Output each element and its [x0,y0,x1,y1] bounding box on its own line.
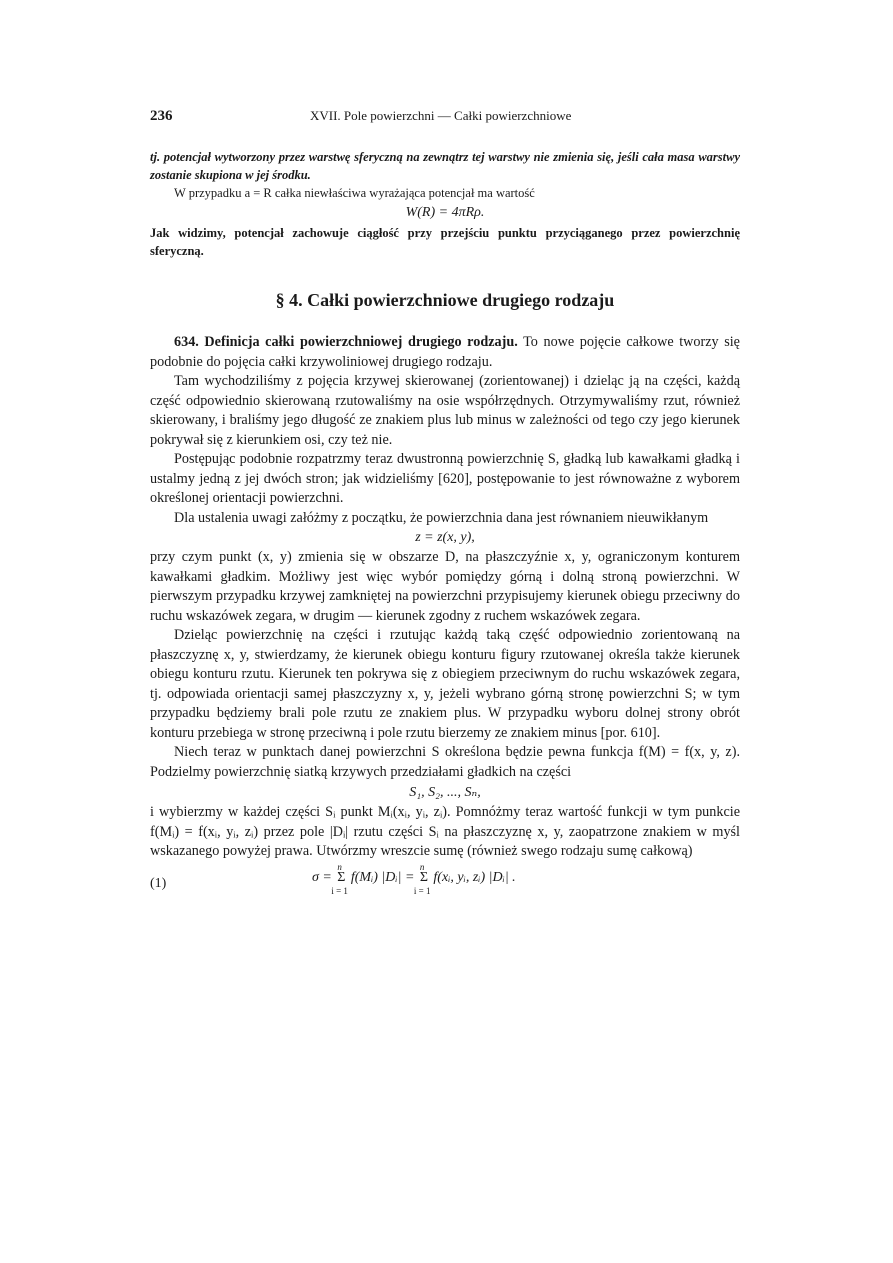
page-header [150,108,740,130]
sum-symbol: Σ n i = 1 [413,861,431,896]
formula-surface: z = z(x, y), [415,530,475,545]
paragraph: Tam wychodziliśmy z pojęcia krzywej skierowanej (zorientowanej) i dzieląc ją na części, każdą część odpowiednio skierowaną rzutowaliśmy na osie współrzędnych. Otrzymywaliśmy rzut, również skierowany, i braliśmy jego długość ze znakiem plus lub minus w zależności od tego czy jego kierunek pokrywał się z kierunkiem osi, czy też nie. [150,373,740,448]
paragraph: Dla ustalenia uwagi załóżmy z początku, że powierzchnia dana jest równaniem nieuwikłanym [174,509,709,526]
paragraph-634 [150,333,740,372]
intro-formula: W(R) = 4πRρ. [405,205,485,220]
intro-conclusion: Jak widzimy, potencjał zachowuje ciągłość przy przejściu punktu przyciąganego przez powierzchnię sferyczną. [150,226,740,258]
running-head: XVII. Pole powierzchni — Całki powierzchniowe [310,108,572,123]
paragraph: Dzieląc powierzchnię na części i rzutując każdą taką część odpowiednio zorientowaną na płaszczyznę x, y, stwierdzamy, że kierunek obiegu konturu figury rzutowanej określa także kierunek obiegu konturu rzutu. Kierunek ten pokrywa się z obiegiem przeciwnym do ruchu wskazówek zegara, tj. odpowiada orientacji samej płaszczyzny x, y, jeżeli wybrano górną stronę powierzchni S; w tym przypadku będziemy brali pole rzutu ze znakiem plus. W przypadku wyboru dolnej strony obrót konturu przebiega w stronę przeciwną i pole rzutu bierzemy ze znakiem minus [por. 610]. [150,627,740,741]
paragraph: przy czym punkt (x, y) zmienia się w obszarze D, na płaszczyźnie x, y, ograniczonym konturem kawałkami gładkim. Możliwy jest więc wybór pomiędzy górną i dolną stroną powierzchni. W pierwszym przypadku krzywej zamkniętej na powierzchni przypisujemy kierunek obiegu przeciwny do ruchu wskazówek zegara, w drugim — kierunek zgodny z ruchem wskazówek zegara. [150,549,740,624]
paragraph: Postępując podobnie rozpatrzmy teraz dwustronną powierzchnię S, gładką lub kawałkami gładką i ustalmy jedną z jej dwóch stron; jak widzieliśmy [620], postępowanie to jest równoważne z wyborem określonej orientacji powierzchni. [150,451,740,506]
intro-italic: tj. potencjał wytworzony przez warstwę sferyczną na zewnątrz tej warstwy nie zmienia się, jeśli cała masa warstwy zostanie skupiona w jej środku. [150,150,740,182]
intro-line: W przypadku a = R całka niewłaściwa wyrażająca potencjał ma wartość [174,186,535,200]
equation-lhs: σ = [312,869,332,885]
definition-label: 634. Definicja całki powierzchniowej drugiego rodzaju. [174,334,518,350]
sum-upper: n [337,861,342,872]
equation-label: (1) [150,875,167,891]
equation-body [312,861,516,896]
sum-lower: i = 1 [413,885,431,896]
equation-term2: f(xᵢ, yᵢ, zᵢ) |Dᵢ| . [433,869,516,885]
sum-lower: i = 1 [331,885,348,896]
sum-symbol: Σ n i = 1 [331,861,348,896]
equation-1 [150,861,740,910]
page [150,108,740,910]
section-title: § 4. Całki powierzchniowe drugiego rodzaju [275,290,615,310]
page-number: 236 [150,108,173,124]
paragraph: Niech teraz w punktach danej powierzchni S określona będzie pewna funkcja f(M) = f(x, y, z). Podzielmy powierzchnię siatką krzywych przedziałami gładkich na części [150,744,740,780]
sum-upper: n [419,861,425,872]
definition-text: To nowe pojęcie całkowe tworzy się podobnie do pojęcia całki krzywoliniowej drugiego rodzaju. [150,334,740,370]
paragraph: i wybierzmy w każdej części Sᵢ punkt Mᵢ(xᵢ, yᵢ, zᵢ). Pomnóżmy teraz wartość funkcji w tym punkcie f(Mᵢ) = f(xᵢ, yᵢ, zᵢ) przez pole |Dᵢ| rzutu części Sᵢ na płaszczyznę x, y, zaopatrzone znakiem w myśl wskazanego powyżej prawa. Utwórzmy wreszcie sumę (również swego rodzaju sumę całkową) [150,804,740,859]
equation-term1: f(Mᵢ) |Dᵢ| = [350,869,415,885]
formula-partition: S₁, S₂, ..., Sₙ, [409,785,481,800]
